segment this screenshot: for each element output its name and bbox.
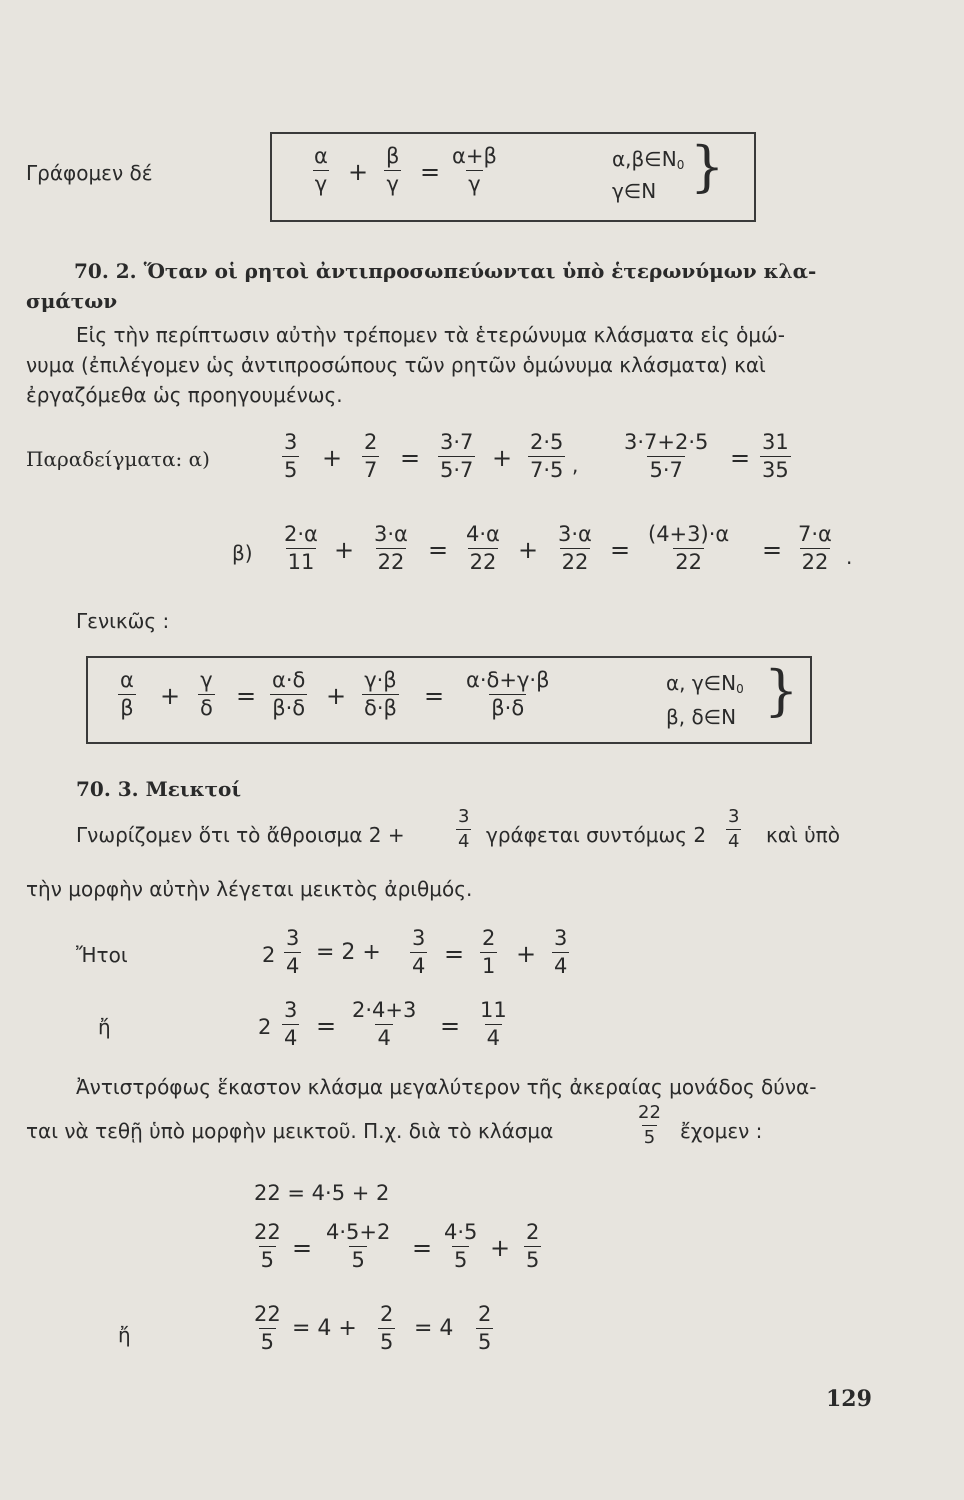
equals-sign: =: [762, 536, 783, 564]
plus-sign: +: [334, 536, 355, 564]
final-c-fraction-1: $\frac{22}{5}$: [254, 1302, 281, 1354]
mixed-eq-2-fraction-1: $\frac{3}{4}$: [284, 998, 298, 1050]
equals-sign: =: [412, 1234, 433, 1262]
plus-sign: +: [322, 444, 343, 472]
gen-fraction-5: $\frac{\alpha\cdot\delta+\gamma\cdot\beta}{\beta\cdot\delta}$: [466, 668, 550, 720]
paragraph-text: ται νὰ τεθῇ ὑπὸ μορφὴν μεικτοῦ. Π.χ. διὰ τὸ κλάσμα: [26, 1119, 554, 1143]
ex-a-fraction-1: $\frac{3}{5}$: [284, 430, 298, 482]
paragraph-line: Γνωρίζομεν ὅτι τὸ ἄθροισμα 2 +: [76, 823, 405, 847]
mixed-whole: 2: [262, 943, 276, 967]
equals-sign: =: [730, 444, 751, 472]
general-label: Γενικῶς :: [76, 609, 170, 633]
final-c-op: = 4: [414, 1316, 454, 1341]
mixed-whole: 2: [258, 1015, 272, 1039]
equals-sign: =: [316, 1012, 337, 1040]
plus-sign: +: [490, 1234, 511, 1262]
mixed-eq-2-fraction-2: $\frac{2\cdot 4+3}{4}$: [352, 998, 417, 1050]
ex-b-fraction-3: $\frac{4\cdot\alpha}{22}$: [466, 522, 500, 574]
inline-fraction: $\frac{22}{5}$: [638, 1102, 661, 1148]
intro-text: Γράφομεν δέ: [26, 161, 153, 185]
section-heading-70-2: 70. 2. Ὅταν οἱ ρητοὶ ἀντιπροσωπεύωνται ὑπὸ ἑτερωνύμων κλα-: [74, 259, 817, 283]
paragraph-line: τὴν μορφὴν αὐτὴν λέγεται μεικτὸς ἀριθμός.: [26, 877, 473, 901]
final-b-fraction-4: $\frac{2}{5}$: [526, 1220, 540, 1272]
final-b-fraction-1: $\frac{22}{5}$: [254, 1220, 281, 1272]
mixed-eq-1-label: Ἤτοι: [76, 943, 128, 967]
ex-a-fraction-2: $\frac{2}{7}$: [364, 430, 378, 482]
equals-sign: =: [292, 1234, 313, 1262]
mixed-eq-1-fraction-3: $\frac{2}{1}$: [482, 926, 496, 978]
final-c-fraction-2: $\frac{2}{5}$: [380, 1302, 394, 1354]
ex-b-fraction-1: $\frac{2\cdot\alpha}{11}$: [284, 522, 318, 574]
paragraph-text: καὶ ὑπὸ: [766, 823, 840, 847]
ex-b-fraction-2: $\frac{3\cdot\alpha}{22}$: [374, 522, 408, 574]
equals-sign: =: [444, 940, 465, 968]
section-heading-70-2-cont: σμάτων: [26, 289, 118, 313]
equals-sign: =: [424, 682, 445, 710]
final-c-op: = 4 +: [292, 1316, 357, 1341]
final-eq-a: 22 = 4·5 + 2: [254, 1181, 390, 1205]
plus-sign: +: [160, 682, 181, 710]
equals-sign: =: [236, 682, 257, 710]
condition-1: $\alpha,\beta\in N_0$: [612, 147, 685, 172]
equals-sign: =: [420, 158, 441, 186]
mixed-eq-1-fraction-1: $\frac{3}{4}$: [286, 926, 300, 978]
condition-2: γ∈N: [612, 179, 657, 203]
plus-sign: +: [492, 444, 513, 472]
final-b-fraction-3: $\frac{4\cdot 5}{5}$: [444, 1220, 478, 1272]
plus-sign: +: [518, 536, 539, 564]
paragraph-line: νυμα (ἐπιλέγομεν ὡς ἀντιπροσώπους τῶν ρητῶν ὁμώνυμα κλάσματα) καὶ: [26, 353, 766, 377]
paragraph-text: γράφεται συντόμως 2: [486, 823, 707, 847]
paragraph-line: ἐργαζόμεθα ὡς προηγουμένως.: [26, 383, 343, 407]
equals-sign: =: [428, 536, 449, 564]
ex-b-fraction-6: $\frac{7\cdot\alpha}{22}$: [798, 522, 832, 574]
ex-a-fraction-4: $\frac{2\cdot 5}{7\cdot 5}$: [530, 430, 564, 482]
right-brace-icon: }: [690, 135, 725, 198]
gen-condition-1: α, $\gamma\in N_0$: [666, 671, 744, 696]
mixed-eq-1-fraction-4: $\frac{3}{4}$: [554, 926, 568, 978]
fraction-sum: $\frac{\alpha+\beta}{\gamma}$: [452, 144, 497, 196]
gen-fraction-1: $\frac{\alpha}{\beta}$: [120, 668, 134, 720]
ex-a-fraction-3: $\frac{3\cdot 7}{5\cdot 7}$: [440, 430, 474, 482]
plus-sign: +: [348, 158, 369, 186]
period: .: [846, 545, 853, 569]
comma: ,: [572, 453, 579, 477]
paragraph-line: Ἀντιστρόφως ἕκαστον κλάσμα μεγαλύτερον τῆς ἀκεραίας μονάδος δύνα-: [76, 1075, 817, 1099]
plus-sign: +: [516, 940, 537, 968]
ex-b-fraction-5: $\frac{(4+3)\cdot\alpha}{22}$: [648, 522, 730, 574]
ex-a-fraction-5: $\frac{3\cdot 7+2\cdot 5}{5\cdot 7}$: [624, 430, 709, 482]
inline-fraction: $\frac{3}{4}$: [458, 806, 470, 852]
mixed-eq-1-op: = 2 +: [316, 940, 381, 965]
final-c-label: ἤ: [118, 1323, 131, 1347]
final-c-fraction-3: $\frac{2}{5}$: [478, 1302, 492, 1354]
gen-fraction-4: $\frac{\gamma\cdot\beta}{\delta\cdot\beta}$: [364, 668, 397, 720]
mixed-eq-2-fraction-3: $\frac{11}{4}$: [480, 998, 507, 1050]
page-number: 129: [826, 1386, 872, 1412]
plus-sign: +: [326, 682, 347, 710]
ex-a-fraction-6: $\frac{31}{35}$: [762, 430, 789, 482]
paragraph-line: Εἰς τὴν περίπτωσιν αὐτὴν τρέπομεν τὰ ἑτερώνυμα κλάσματα εἰς ὁμώ-: [76, 323, 786, 347]
section-heading-70-3: 70. 3. Μεικτοί: [76, 777, 242, 801]
right-brace-icon: }: [764, 659, 799, 722]
fraction-a-over-c: $\frac{\alpha}{\gamma}$: [314, 144, 328, 196]
example-b-label: β): [232, 541, 253, 565]
equals-sign: =: [440, 1012, 461, 1040]
mixed-eq-1-fraction-2: $\frac{3}{4}$: [412, 926, 426, 978]
gen-fraction-3: $\frac{\alpha\cdot\delta}{\beta\cdot\delta}$: [272, 668, 306, 720]
equals-sign: =: [400, 444, 421, 472]
example-a-label: Παραδείγματα: α): [26, 447, 210, 471]
fraction-b-over-c: $\frac{\beta}{\gamma}$: [386, 144, 400, 196]
ex-b-fraction-4: $\frac{3\cdot\alpha}{22}$: [558, 522, 592, 574]
gen-condition-2: β, δ∈N: [666, 705, 737, 729]
equals-sign: =: [610, 536, 631, 564]
final-b-fraction-2: $\frac{4\cdot 5+2}{5}$: [326, 1220, 391, 1272]
mixed-eq-2-label: ἤ: [98, 1015, 111, 1039]
inline-fraction: $\frac{3}{4}$: [728, 806, 740, 852]
gen-fraction-2: $\frac{\gamma}{\delta}$: [200, 668, 213, 720]
paragraph-text: ἔχομεν :: [680, 1119, 763, 1143]
